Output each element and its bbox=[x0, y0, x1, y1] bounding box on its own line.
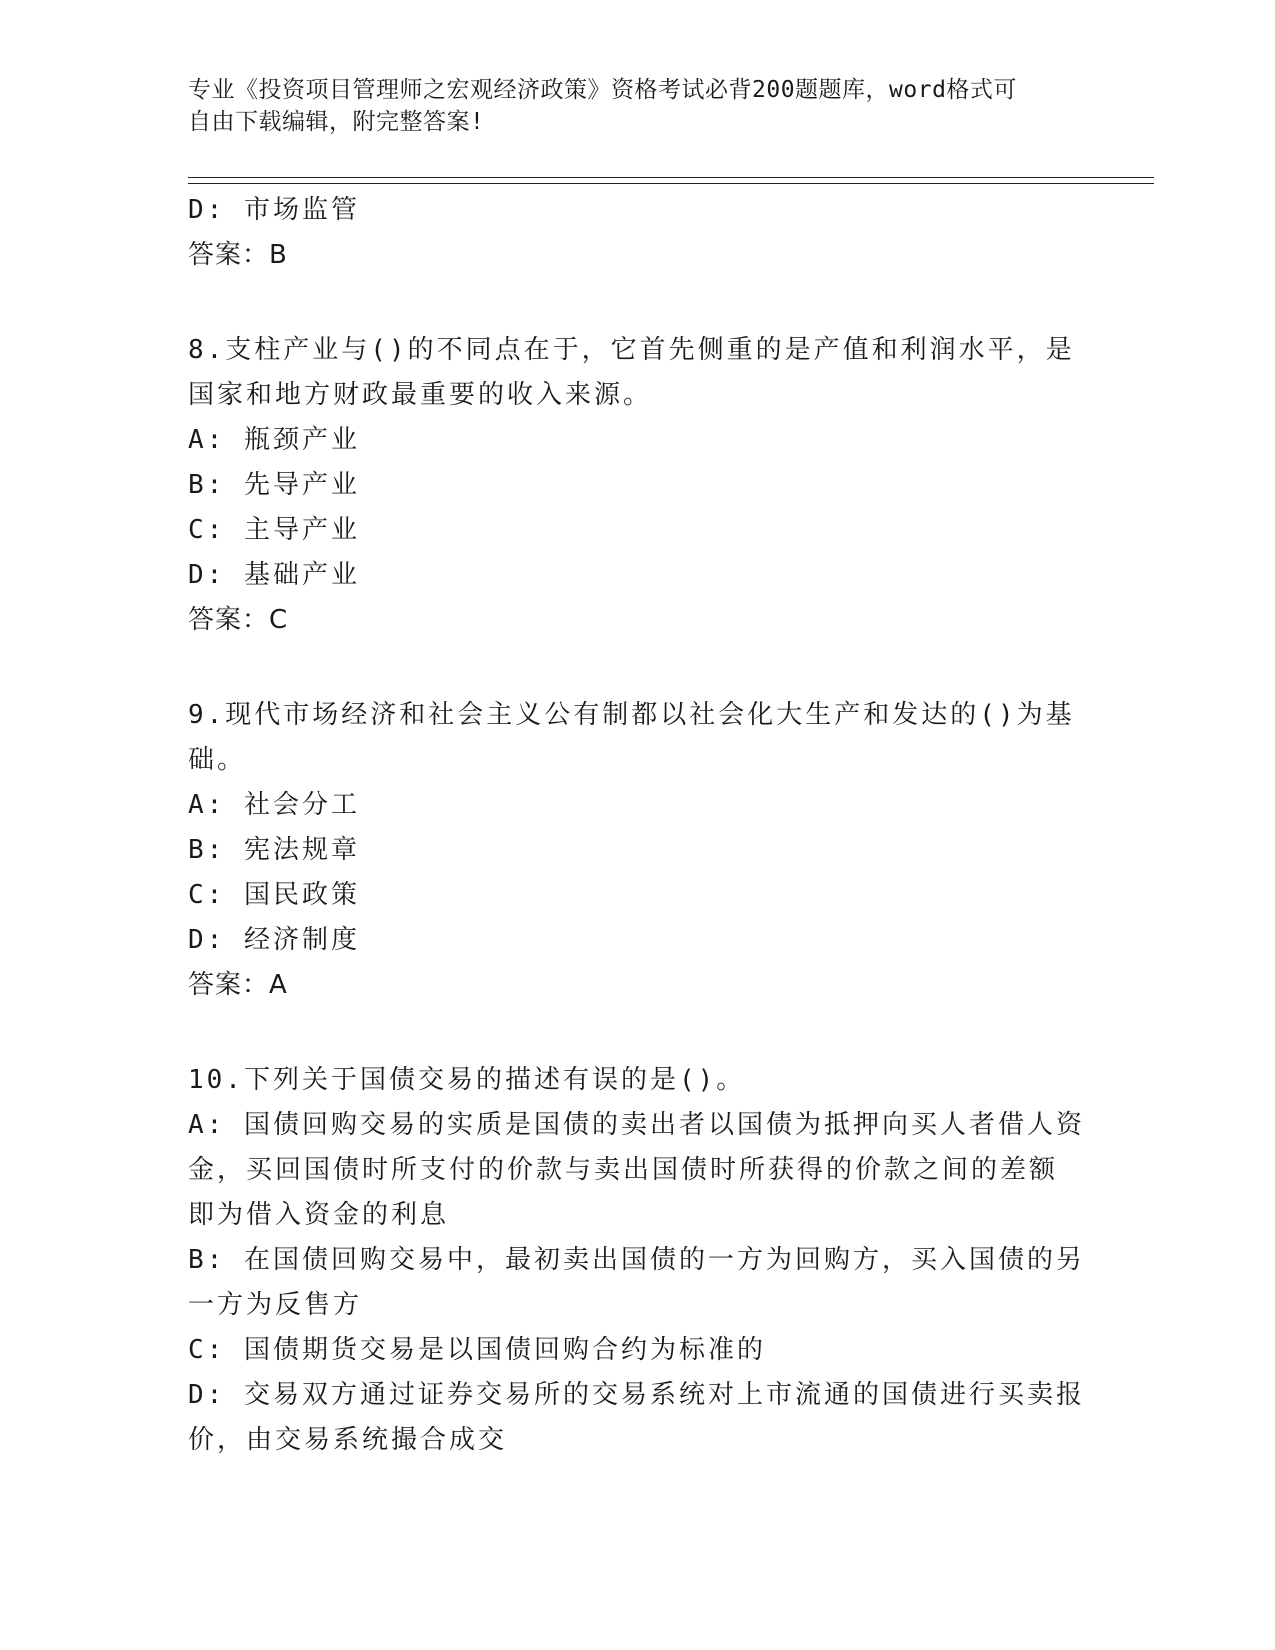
option-b-line: B: 在国债回购交易中，最初卖出国债的一方为回购方，买入国债的另 bbox=[188, 1245, 1085, 1275]
option-a: A: 社会分工 bbox=[188, 790, 360, 820]
answer-line: 答案：C bbox=[188, 605, 289, 635]
option-a-line: 即为借入资金的利息 bbox=[188, 1200, 450, 1230]
option-b-line: 一方为反售方 bbox=[188, 1290, 363, 1320]
question-7-tail bbox=[188, 188, 1088, 278]
question-stem-line: 10.下列关于国债交易的描述有误的是()。 bbox=[188, 1065, 746, 1095]
option-a-line: 金，买回国债时所支付的价款与卖出国债时所获得的价款之间的差额 bbox=[188, 1155, 1059, 1185]
option-c: C: 主导产业 bbox=[188, 515, 360, 545]
option-a-line: A: 国债回购交易的实质是国债的卖出者以国债为抵押向买人者借人资 bbox=[188, 1110, 1085, 1140]
option-d: D: 经济制度 bbox=[188, 925, 360, 955]
header-rule-bottom bbox=[188, 183, 1154, 184]
question-8 bbox=[188, 328, 1088, 643]
question-stem-line: 础。 bbox=[188, 745, 247, 775]
option-c-line: C: 国债期货交易是以国债回购合约为标准的 bbox=[188, 1335, 766, 1365]
answer-line: 答案：A bbox=[188, 970, 288, 1000]
option-d: D: 基础产业 bbox=[188, 560, 360, 590]
question-10 bbox=[188, 1058, 1088, 1463]
header-line-2: 自由下载编辑，附完整答案! bbox=[188, 109, 485, 135]
question-list bbox=[188, 188, 1088, 1463]
option-a: A: 瓶颈产业 bbox=[188, 425, 360, 455]
header-rule-top bbox=[188, 177, 1154, 178]
question-stem-line: 9.现代市场经济和社会主义公有制都以社会化大生产和发达的()为基 bbox=[188, 700, 1075, 730]
option-c: C: 国民政策 bbox=[188, 880, 360, 910]
option-d-line: 价，由交易系统撮合成交 bbox=[188, 1425, 508, 1455]
question-9 bbox=[188, 693, 1088, 1008]
header-line-1: 专业《投资项目管理师之宏观经济政策》资格考试必背200题题库，word格式可 bbox=[188, 77, 1017, 103]
option-d-line: D: 交易双方通过证券交易所的交易系统对上市流通的国债进行买卖报 bbox=[188, 1380, 1085, 1410]
option-b: B: 宪法规章 bbox=[188, 835, 360, 865]
document-header bbox=[188, 74, 1068, 138]
question-stem-line: 国家和地方财政最重要的收入来源。 bbox=[188, 380, 653, 410]
option-d: D: 市场监管 bbox=[188, 195, 360, 225]
option-b: B: 先导产业 bbox=[188, 470, 360, 500]
answer-line: 答案：B bbox=[188, 240, 288, 270]
question-stem-line: 8.支柱产业与()的不同点在于，它首先侧重的是产值和利润水平，是 bbox=[188, 335, 1075, 365]
